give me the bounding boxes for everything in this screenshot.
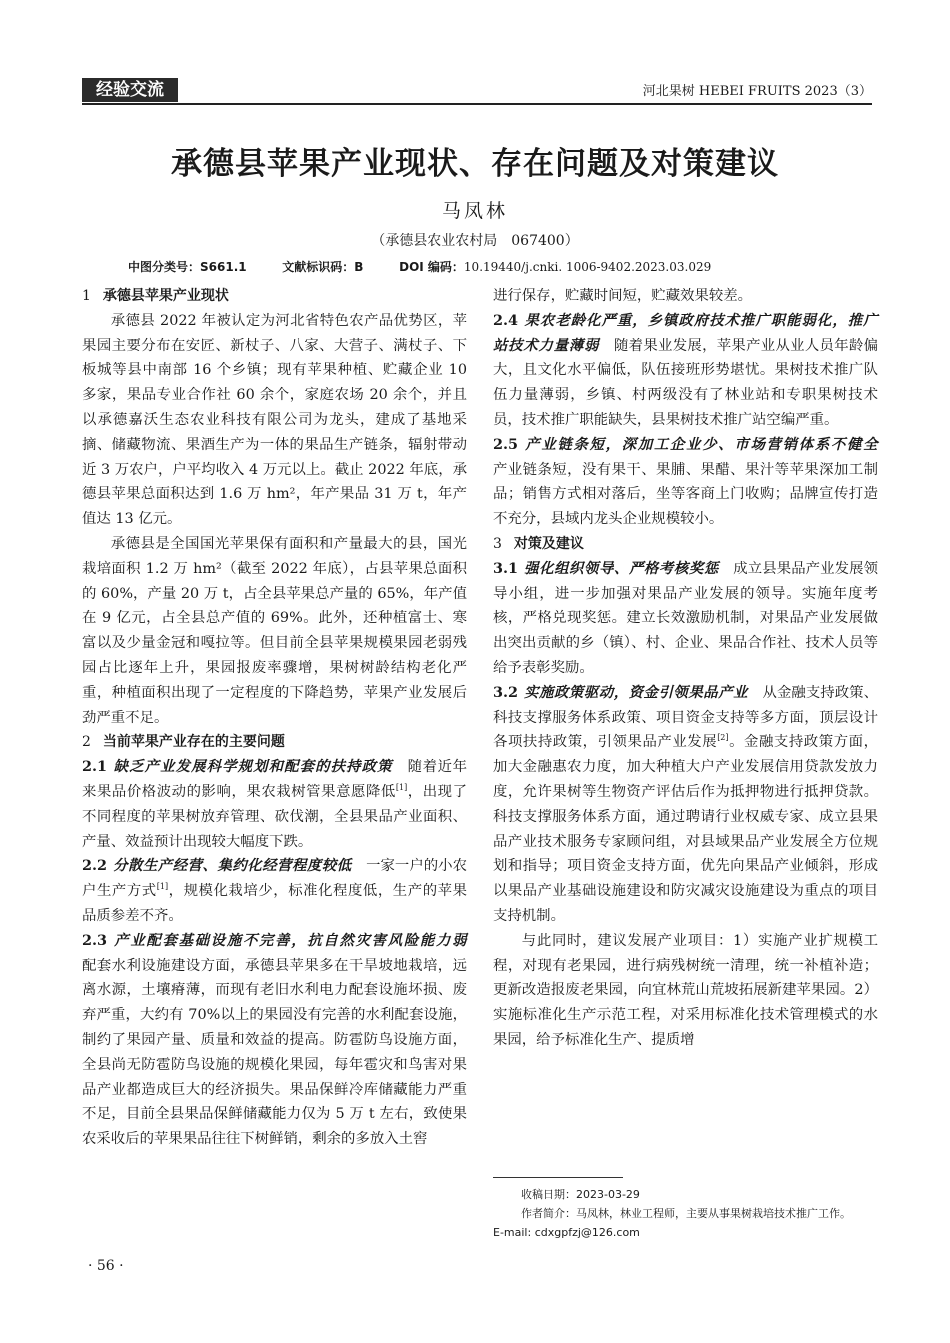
column-tag: 经验交流 <box>82 78 178 102</box>
citation[interactable]: [1] <box>395 783 408 793</box>
classification-line <box>128 258 828 275</box>
doc-code-value: B <box>354 260 364 274</box>
paragraph-text: 随着近年来果品价格波动的影响，果农栽树管果意愿降低 <box>82 759 467 800</box>
author-bio: 作者简介：马凤林，林业工程师，主要从事果树栽培技术推广工作。 <box>521 1207 851 1220</box>
subsection-2-3 <box>82 929 467 1152</box>
section-number: 1 <box>82 288 91 304</box>
doi-value: 10.19440/j.cnki. 1006-9402.2023.03.029 <box>463 260 712 274</box>
subsection-title: 实施政策驱动，资金引领果品产业 <box>524 683 749 701</box>
subsection-3-1 <box>493 557 878 681</box>
affiliation: （承德县农业农村局 067400） <box>371 233 579 249</box>
clc-label: 中图分类号： <box>128 260 201 274</box>
paragraph-text: 。金融支持政策方面，加大金融惠农力度，加大种植大户产业发展信用贷款发放力度，允许果树等生物资产评估后作为抵押物进行抵押贷款。科技支撑服务体系方面，通过聘请行业权威专家、成立县果品产业技术服务专家顾问组，对县域果品产业发展全方位规划和指导；项目资金支持方面，优先向果品产业倾斜，形成以果品产业基础设施建设和防灾减灾设施建设为重点的项目支持机制。 <box>493 734 878 924</box>
section-3-heading <box>493 532 878 557</box>
subsection-number: 3.1 <box>493 559 519 577</box>
paragraph-text: 随着果业发展，苹果产业从业人员年龄偏大，且文化水平偏低，队伍接班形势堪忧。果树技术推广队伍力量薄弱，乡镇、村两级没有了林业站和专职果树技术员，技术推广职能缺失，县果树技术推广站空编严重。 <box>493 337 878 428</box>
doc-code-label: 文献标识码： <box>282 260 355 274</box>
subsection-2-2 <box>82 854 467 928</box>
subsection-3-2 <box>493 681 878 929</box>
subsection-number: 2.5 <box>493 435 519 453</box>
paragraph: 承德县是全国国光苹果保有面积和产量最大的县，国光栽培面积 1.2 万 hm²（截至 2022 年底），占县苹果总面积的 60%，产量 20 万 t，占全县苹果总产量的 65%，年产值在 9 亿元，占全县总产值的 69%。此外，还种植富士、寒富以及少量金冠和嘎拉等。但目前全县苹果规模果园老弱残园占比逐年上升，果园报废率骤增，果树树龄结构老化严重，种植面积出现了一定程度的下降趋势，苹果产业发展后劲严重不足。 <box>82 535 467 726</box>
doi-label: DOI 编码： <box>399 260 464 274</box>
section-2-heading <box>82 730 467 755</box>
author-email[interactable]: E-mail: cdxgpfzj@126.com <box>493 1226 640 1239</box>
footnote-rule <box>493 1177 623 1178</box>
subsection-number: 2.2 <box>82 857 108 875</box>
section-1-heading <box>82 284 467 309</box>
article-title: 承德县苹果产业现状、存在问题及对策建议 <box>171 146 779 182</box>
paragraph-continued: 进行保存，贮藏时间短，贮藏效果较差。 <box>493 288 753 304</box>
header-rule <box>82 103 872 105</box>
section-title: 对策及建议 <box>513 535 584 552</box>
clc-value: S661.1 <box>200 260 247 274</box>
section-number: 3 <box>493 535 502 552</box>
subsection-2-5 <box>493 433 878 532</box>
subsection-title: 果农老龄化严重，乡镇政府技术推广职能弱化，推广站技术力量薄弱 <box>493 311 878 354</box>
footnote <box>493 1185 878 1242</box>
section-title: 当前苹果产业存在的主要问题 <box>102 734 285 751</box>
subsection-2-4 <box>493 309 878 433</box>
author: 马凤林 <box>441 200 508 222</box>
subsection-title: 缺乏产业发展科学规划和配套的扶持政策 <box>113 758 393 776</box>
paragraph: 承德县 2022 年被认定为河北省特色农产品优势区，苹果园主要分布在安匠、新杖子、八家、大营子、满杖子、下板城等县中南部 16 个乡镇；现有苹果种植、贮藏企业 10 多家，果品专业合作社 60 余个，家庭农场 20 余个，并且以承德嘉沃生态农业科技有限公司为龙头，建成了基地采摘、储藏物流、果酒生产为一体的果品生产链条，辐射带动近 3 万农户，户平均收入 4 万元以上。截止 2022 年底，承德县苹果总面积达到 1.6 万 hm²，年产果品 31 万 t，年产值达 13 亿元。 <box>82 312 467 528</box>
page-number: · 56 · <box>88 1258 124 1274</box>
paragraph-text: 配套水利设施建设方面，承德县苹果多在干旱坡地栽培，远离水源，土壤瘠薄，而现有老旧水利电力配套设施坏损、废弃严重，大约有 70%以上的果园没有完善的水利配套设施，制约了果园产量、质量和效益的提高。防雹防鸟设施方面，全县尚无防雹防鸟设施的规模化果园，每年雹灾和鸟害对果品产业都造成巨大的经济损失。果品保鲜冷库储藏能力严重不足，目前全县果品保鲜储藏能力仅为 5 万 t 左右，致使果农采收后的苹果果品往往下树鲜销，剩余的多放入土窖 <box>82 957 467 1148</box>
section-title: 承德县苹果产业现状 <box>102 288 229 304</box>
subsection-title: 分散生产经营、集约化经营程度较低 <box>113 857 352 875</box>
section-number: 2 <box>82 734 91 751</box>
left-column <box>82 284 467 1152</box>
paragraph: 与此同时，建议发展产业项目：1）实施产业扩规模工程，对现有老果园，进行病残树统一清理，统一补植补造；更新改造报废老果园，向宜林荒山荒坡拓展新建苹果园。2）实施标准化生产示范工程，对采用标准化技术管理模式的水果园，给予标准化生产、提质增 <box>493 932 878 1048</box>
subsection-title: 产业链条短，深加工企业少、市场营销体系不健全 <box>524 435 878 453</box>
subsection-title: 强化组织领导、严格考核奖惩 <box>524 559 719 577</box>
subsection-title: 产业配套基础设施不完善，抗自然灾害风险能力弱 <box>113 931 467 949</box>
right-column <box>493 284 878 1053</box>
citation[interactable]: [2] <box>717 733 729 743</box>
subsection-number: 3.2 <box>493 683 519 701</box>
journal-name: 河北果树 HEBEI FRUITS 2023（3） <box>642 84 872 99</box>
paragraph-text: 产业链条短，没有果干、果脯、果醋、果汁等苹果深加工制品；销售方式相对落后，坐等客商上门收购；品牌宣传打造不充分，县域内龙头企业规模较小。 <box>493 461 878 528</box>
running-header <box>82 76 872 104</box>
paragraph-text: 一家一户的小农户生产方式 <box>82 858 467 900</box>
subsection-number: 2.3 <box>82 931 108 949</box>
paragraph-text: 成立县果品产业发展领导小组，进一步加强对果品产业发展的领导。实施年度考核，严格兑现奖惩。建立长效激励机制，对果品产业发展做出突出贡献的乡（镇）、村、企业、果品合作社、技术人员等给予表彰奖励。 <box>493 560 878 676</box>
received-date: 收稿日期：2023-03-29 <box>521 1188 640 1201</box>
citation[interactable]: [1] <box>156 882 169 892</box>
paragraph-text: 从金融支持政策、科技支撑服务体系政策、项目资金支持等多方面，顶层设计各项扶持政策，引领果品产业发展 <box>493 684 878 751</box>
paragraph-text: ，规模化栽培少，标准化程度低，生产的苹果品质参差不齐。 <box>82 883 467 924</box>
subsection-number: 2.4 <box>493 311 519 329</box>
paragraph-text: ，出现了不同程度的苹果树放弃管理、砍伐潮，全县果品产业面积、产量、效益预计出现较大幅度下跌。 <box>82 783 467 850</box>
subsection-2-1 <box>82 755 467 854</box>
subsection-number: 2.1 <box>82 758 108 776</box>
